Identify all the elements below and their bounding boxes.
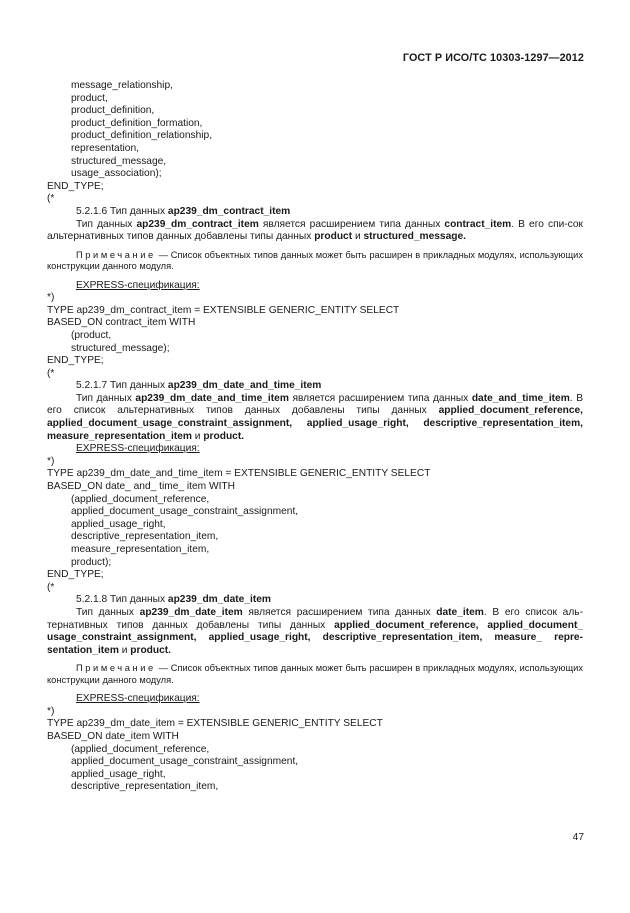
code-based-on: BASED_ON date_ and_ time_ item WITH [47, 481, 235, 493]
code-line: product); [71, 556, 112, 568]
code-line: message_relationship, [71, 80, 173, 91]
type-name: ap239_dm_date_item [167, 594, 271, 606]
section-5-2-1-8 [47, 594, 583, 794]
type-name: ap239_dm_date_and_time_item [167, 380, 322, 392]
code-line: applied_usage_right, [71, 768, 166, 780]
type-name: ap239_dm_contract_item [167, 205, 291, 217]
section-heading: 5.2.1.7 Тип данных ap239_dm_date_and_time_item [76, 380, 322, 392]
code-line: product, [71, 92, 108, 104]
note-label: Примечание [76, 249, 156, 260]
comment-close: *) [47, 292, 55, 304]
section-5-2-1-7 [47, 380, 583, 594]
code-line: representation, [71, 142, 139, 154]
code-line: structured_message, [71, 155, 167, 167]
comment-close: *) [47, 455, 55, 467]
section-paragraph: Тип данных ap239_dm_contract_item является расширением типа данных contract_item. В его спи-сок альтернативных типов данных добавлены типы данных product и structured_message. [47, 218, 584, 243]
code-type-declaration: TYPE ap239_dm_contract_item = EXTENSIBLE GENERIC_ENTITY SELECT [47, 304, 400, 316]
express-spec-label: EXPRESS-спецификация: [76, 693, 200, 705]
code-line: structured_message); [71, 342, 170, 354]
code-line: descriptive_representation_item, [71, 781, 219, 793]
comment-open: (* [47, 367, 55, 379]
code-line: applied_document_usage_constraint_assignment, [71, 506, 299, 518]
code-end-type: END_TYPE; [47, 569, 104, 581]
comment-close: *) [47, 705, 55, 717]
code-end-type: END_TYPE; [47, 355, 104, 367]
code-based-on: BASED_ON contract_item WITH [47, 317, 196, 329]
code-line: (product, [71, 329, 112, 341]
note-label: Примечание [76, 663, 156, 674]
document-standard-header: ГОСТ Р ИСО/ТС 10303-1297—2012 [402, 52, 584, 64]
code-line: product_definition_relationship, [71, 130, 213, 142]
code-line: measure_representation_item, [71, 544, 210, 555]
code-line: applied_document_usage_constraint_assignment, [71, 756, 299, 768]
code-line: descriptive_representation_item, [71, 531, 219, 543]
section-paragraph: Тип данных ap239_dm_date_and_time_item является расширением типа данных date_and_time_item. В его список альтернативных типов данных добавлены типы данных applied_document_reference, applied_document_usage_constraint_assignment, applied_usage_right, descriptive_representation_item, measure_representation_item и product. [47, 392, 583, 442]
section-heading: 5.2.1.8 Тип данных ap239_dm_date_item [76, 594, 271, 606]
express-spec-label: EXPRESS-спецификация: [76, 279, 200, 291]
code-line: product_definition_formation, [71, 117, 203, 129]
code-line: product_definition, [71, 105, 155, 117]
section-paragraph: Тип данных ap239_dm_date_item является расширением типа данных date_item. В его список аль-тернативных типов данных добавлены типы данных applied_document_reference, applied_document_ usage_constraint_assignment, applied_usage_right, descriptive_representation_item, measure_ repre-sentation_item и product. [47, 606, 584, 656]
code-line: usage_association); [71, 168, 162, 180]
section-heading: 5.2.1.6 Тип данных ap239_dm_contract_item [76, 205, 291, 217]
code-line: applied_usage_right, [71, 518, 166, 530]
code-line: (applied_document_reference, [71, 743, 210, 755]
code-line: (applied_document_reference, [71, 493, 210, 505]
page-number: 47 [572, 832, 584, 843]
page-body [47, 80, 583, 794]
code-type-declaration: TYPE ap239_dm_date_and_time_item = EXTENSIBLE GENERIC_ENTITY SELECT [47, 468, 431, 480]
comment-open: (* [47, 581, 55, 593]
comment-open: (* [47, 193, 55, 205]
note-paragraph: Примечание — Список объектных типов данных может быть расширен в прикладных модулях, использующих конструкции данного модуля. [47, 249, 583, 272]
code-end-type: END_TYPE; [47, 180, 104, 192]
code-based-on: BASED_ON date_item WITH [47, 730, 179, 742]
note-paragraph: Примечание — Список объектных типов данных может быть расширен в прикладных модулях, использующих конструкции данного модуля. [47, 663, 583, 685]
section-5-2-1-6 [47, 206, 583, 380]
code-type-declaration: TYPE ap239_dm_date_item = EXTENSIBLE GENERIC_ENTITY SELECT [47, 718, 383, 730]
select-list-continuation [47, 80, 583, 206]
express-spec-label: EXPRESS-спецификация: [76, 443, 200, 455]
